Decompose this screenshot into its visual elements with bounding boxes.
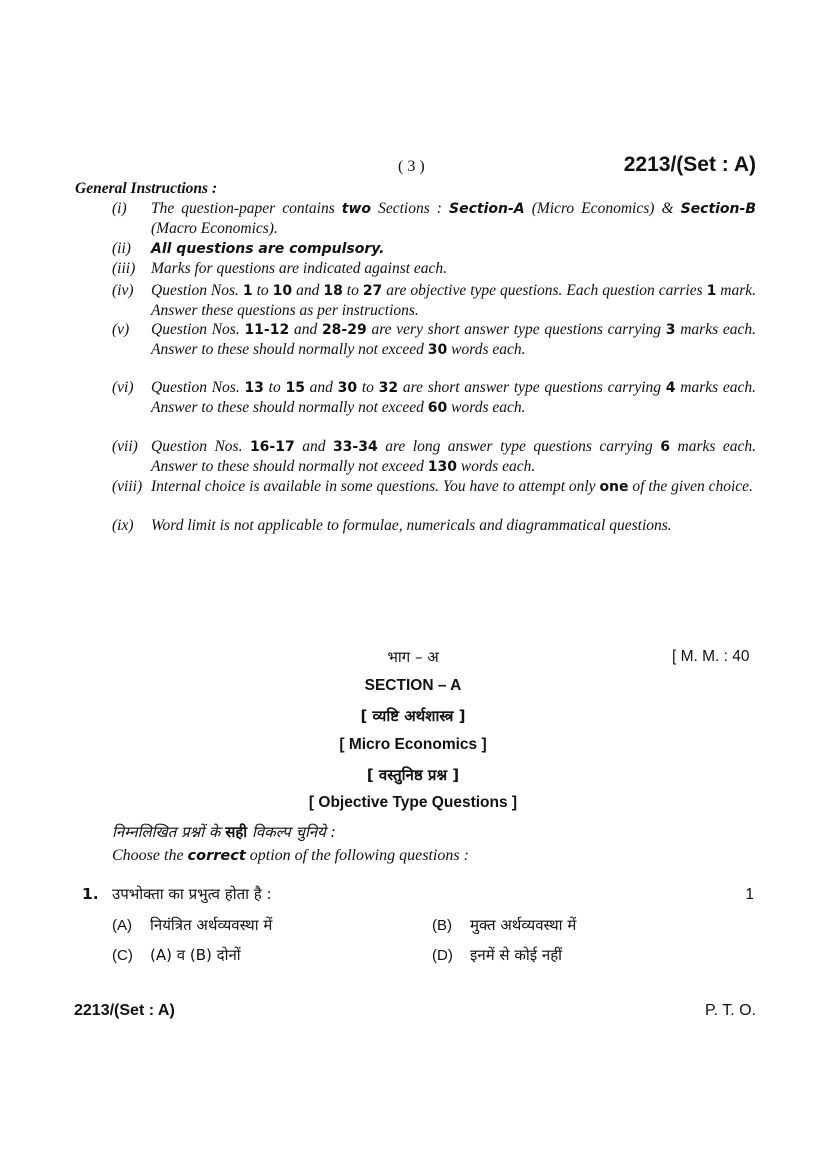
- paper-code-header: 2213/(Set : A): [623, 153, 756, 176]
- part-label-hindi: भाग – अ: [387, 648, 439, 666]
- question-number: 1.: [82, 885, 99, 903]
- option-text: इनमें से कोई नहीं: [470, 946, 563, 964]
- instruction-number: (vii): [112, 438, 138, 455]
- question-type-english: [ Objective Type Questions ]: [308, 794, 518, 811]
- instruction-number: (v): [112, 321, 130, 338]
- instruction-item: [112, 437, 756, 478]
- option-text: नियंत्रित अर्थव्यवस्था में: [150, 916, 273, 934]
- option-label: (D): [432, 947, 453, 964]
- paper-code-footer: 2213/(Set : A): [74, 1002, 175, 1019]
- option-c: [112, 945, 241, 965]
- option-text: मुक्त अर्थव्यवस्था में: [470, 916, 577, 934]
- instruction-text: Question Nos. 1 to 10 and 18 to 27 are objective type questions. Each question carries 1 mark. Answer these questions as per instructions.: [151, 282, 757, 320]
- instruction-number: (viii): [112, 478, 143, 495]
- option-label: (A): [112, 917, 132, 934]
- instruction-number: (ix): [112, 517, 134, 534]
- instruction-number: (iii): [112, 260, 136, 277]
- instruction-text: Question Nos. 16-17 and 33-34 are long answer type questions carrying 6 marks each. Answer to these should normally not exceed 130 words each.: [151, 438, 756, 476]
- pto-label: P. T. O.: [705, 1002, 756, 1019]
- instruction-item: [112, 239, 756, 259]
- choose-instruction-english: Choose the correct option of the following questions :: [112, 847, 469, 864]
- section-title: SECTION – A: [364, 677, 462, 694]
- subject-english: [ Micro Economics ]: [339, 736, 487, 753]
- option-text: (A) व (B) दोनों: [150, 946, 241, 964]
- max-marks: [ M. M. : 40: [672, 648, 750, 665]
- instruction-text: Marks for questions are indicated against each.: [151, 260, 448, 277]
- instruction-item: [112, 477, 756, 497]
- instruction-item: [112, 281, 756, 321]
- instruction-text: Internal choice is available in some questions. You have to attempt only one of the given choice.: [151, 478, 753, 495]
- instruction-text: Question Nos. 13 to 15 and 30 to 32 are short answer type questions carrying 4 marks each. Answer to these should normally not exceed 60 words each.: [151, 379, 757, 417]
- instruction-text: Question Nos. 11-12 and 28-29 are very short answer type questions carrying 3 marks each. Answer to these should normally not exceed 30 words each.: [151, 321, 756, 359]
- option-a: [112, 915, 272, 935]
- instruction-text: The question-paper contains two Sections : Section-A (Micro Economics) & Section-B (Macro Economics).: [151, 200, 756, 238]
- instruction-text: Word limit is not applicable to formulae, numericals and diagrammatical questions.: [151, 517, 672, 534]
- option-d: [432, 945, 562, 965]
- option-label: (B): [432, 917, 452, 934]
- question-marks: 1: [745, 886, 754, 903]
- subject-hindi: [ व्यष्टि अर्थशास्त्र ]: [360, 707, 466, 725]
- instruction-item: [112, 259, 756, 278]
- instruction-number: (i): [112, 200, 127, 217]
- general-instructions-title: General Instructions :: [75, 180, 218, 197]
- page-number: ( 3 ): [398, 158, 425, 175]
- instruction-item: [112, 516, 756, 535]
- instruction-item: [112, 378, 756, 419]
- instruction-number: (vi): [112, 379, 134, 396]
- question-text: उपभोक्ता का प्रभुत्व होता है :: [112, 885, 272, 903]
- instruction-item: [112, 320, 756, 361]
- option-label: (C): [112, 947, 133, 964]
- instruction-text: All questions are compulsory.: [151, 241, 385, 257]
- instruction-number: (iv): [112, 282, 134, 299]
- option-b: [432, 915, 576, 935]
- question-type-hindi: [ वस्तुनिष्ठ प्रश्न ]: [366, 766, 460, 784]
- instruction-number: (ii): [112, 240, 131, 257]
- instruction-item: [112, 199, 756, 239]
- choose-instruction-hindi: निम्नलिखित प्रश्नों के सही विकल्प चुनिये :: [112, 823, 336, 841]
